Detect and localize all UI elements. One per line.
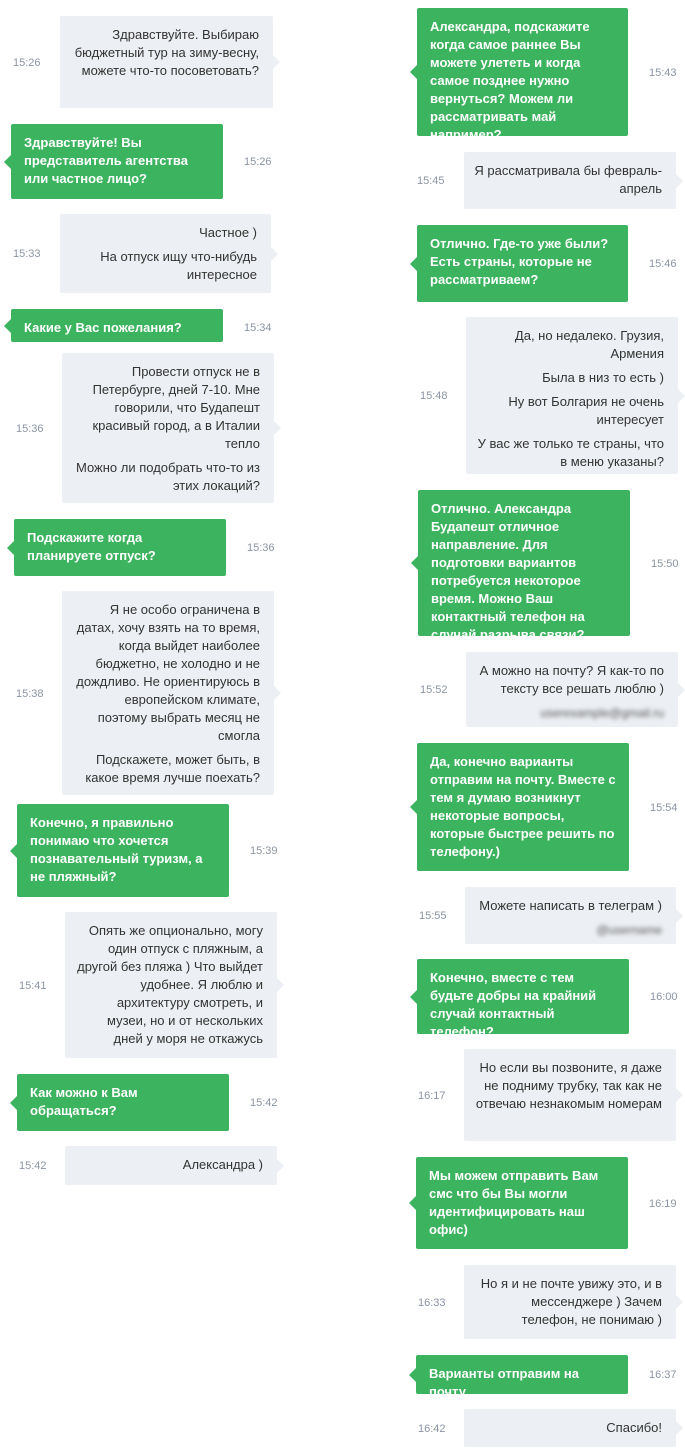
message-time: 15:46 (649, 258, 677, 270)
message-time: 15:52 (420, 684, 448, 696)
message-time: 15:41 (19, 980, 47, 992)
email-redacted: userexample@gmail.ru (540, 706, 664, 720)
message-time: 15:42 (250, 1097, 278, 1109)
message-time: 16:00 (650, 991, 678, 1003)
message-text: Здравствуйте! Вы представитель агентства или частное лицо? (24, 135, 188, 186)
message-text: Конечно, я правильно понимаю что хочется познавательный туризм, а не пляжный? (30, 815, 203, 884)
message-bubble-outgoing (11, 124, 223, 199)
message-text: Можно ли подобрать что-то из этих локаций? (75, 460, 260, 493)
message-bubble-outgoing (418, 490, 630, 642)
message-text: Александра ) (182, 1157, 263, 1172)
message-bubble-incoming (62, 353, 274, 503)
message-bubble-incoming (466, 652, 678, 727)
message-time: 15:36 (247, 542, 275, 554)
message-time: 15:54 (650, 802, 678, 814)
message-bubble-outgoing (17, 804, 229, 897)
message-time: 16:37 (649, 1369, 677, 1381)
message-time: 15:45 (417, 175, 445, 187)
message-text: Как можно к Вам обращаться? (30, 1085, 138, 1118)
message-time: 15:38 (16, 688, 44, 700)
message-text: Да, но недалеко. Грузия, Армения (514, 328, 664, 361)
message-bubble-incoming (65, 912, 277, 1058)
message-time: 15:48 (420, 390, 448, 402)
message-bubble-outgoing (11, 309, 223, 342)
message-text: Но если вы позвоните, я даже не подниму трубку, так как не отвечаю незнакомым номерам (475, 1060, 662, 1111)
message-bubble-incoming (464, 1049, 676, 1141)
message-text: А можно на почту? Я как-то по тексту все решать люблю ) (479, 663, 664, 696)
message-bubble-outgoing (17, 1074, 229, 1131)
message-text: Спасибо! (606, 1420, 662, 1435)
message-time: 15:42 (19, 1160, 47, 1172)
message-text: Подскажете, может быть, в какое время лучше поехать? (85, 752, 260, 785)
message-text: Конечно, вместе с тем будьте добры на крайний случай контактный телефон? (430, 970, 597, 1039)
message-text: Варианты отправим на почту. (429, 1366, 580, 1399)
message-bubble-outgoing (417, 959, 629, 1039)
message-time: 15:39 (250, 845, 278, 857)
message-text: Опять же опционально, могу один отпуск с пляжным, а другой без пляжа ) Что выйдет удобнее. Я люблю и архитектуру смотреть, и музеи, но и от нескольких дней у моря не откажусь (77, 923, 263, 1046)
message-time: 15:36 (16, 423, 44, 435)
message-bubble-outgoing (14, 519, 226, 576)
message-bubble-incoming (62, 591, 274, 795)
message-bubble-incoming (65, 1146, 277, 1185)
message-bubble-incoming (465, 887, 676, 944)
message-text: Отлично. Где-то уже были? Есть страны, которые не рассматриваем? (430, 236, 609, 287)
telegram-redacted: @username (596, 923, 662, 937)
message-text: На отпуск ищу что-нибудь интересное (100, 249, 257, 282)
message-bubble-outgoing (416, 1355, 628, 1399)
message-bubble-outgoing (417, 225, 628, 302)
message-text: Да, конечно варианты отправим на почту. Вместе с тем я думаю возникнут некоторые вопросы, которые быстрее решить по телефону.) (430, 754, 616, 859)
message-text: Мы можем отправить Вам смс что бы Вы могли идентифицировать наш офис) (429, 1168, 599, 1237)
message-time: 15:33 (13, 248, 41, 260)
message-text: Частное ) (199, 225, 257, 240)
message-time: 16:17 (418, 1090, 446, 1102)
message-bubble-incoming (464, 1265, 676, 1339)
message-text: Здравствуйте. Выбираю бюджетный тур на зиму-весну, можете что-то посоветовать? (74, 27, 259, 78)
message-text: Была в низ то есть ) (542, 370, 664, 385)
message-bubble-outgoing (417, 743, 629, 871)
message-time: 15:26 (13, 57, 41, 69)
message-text: У вас же только те страны, что в меню указаны? (477, 436, 664, 469)
message-text: Ну вот Болгария не очень интересует (508, 394, 664, 427)
message-time: 15:43 (649, 67, 677, 79)
message-text: Александра, подскажите когда самое раннее Вы можете улететь и когда самое позднее нужно вернуться? Можем ли рассматривать май например? (430, 19, 590, 142)
message-bubble-incoming (60, 16, 273, 108)
message-text: Отлично. Александра Будапешт отличное направление. Для подготовки вариантов потребуется некоторое время. Можно Ваш контактный телефон на случай разрыва связи? (431, 501, 585, 642)
message-bubble-outgoing (417, 8, 628, 142)
message-text: Провести отпуск не в Петербурге, дней 7-10. Мне говорили, что Будапешт красивый город, а в Италии тепло (92, 364, 260, 451)
message-text: Можете написать в телеграм ) (479, 898, 662, 913)
message-time: 15:34 (244, 322, 272, 334)
message-time: 16:33 (418, 1297, 446, 1309)
message-text: Но я и не почте увижу это, и в мессенджере ) Зачем телефон, не понимаю ) (480, 1276, 662, 1327)
message-time: 16:19 (649, 1198, 677, 1210)
message-bubble-outgoing (416, 1157, 628, 1249)
message-text: Какие у Вас пожелания? (24, 320, 182, 335)
message-time: 16:42 (418, 1423, 446, 1435)
message-bubble-incoming (464, 1409, 676, 1447)
message-text: Я рассматривала бы февраль-апрель (474, 163, 662, 196)
message-text: Подскажите когда планируете отпуск? (27, 530, 156, 563)
message-text: Я не особо ограничена в датах, хочу взять на то время, когда выйдет наиболее бюджетно, не холодно и не дождливо. Не ориентируюсь в европейском климате, поэтому выбрать месяц не смогла (76, 602, 260, 743)
message-time: 15:55 (419, 910, 447, 922)
message-time: 15:50 (651, 558, 679, 570)
message-bubble-incoming (466, 317, 678, 474)
message-time: 15:26 (244, 156, 272, 168)
message-bubble-incoming (60, 214, 271, 293)
message-bubble-incoming (464, 152, 676, 209)
